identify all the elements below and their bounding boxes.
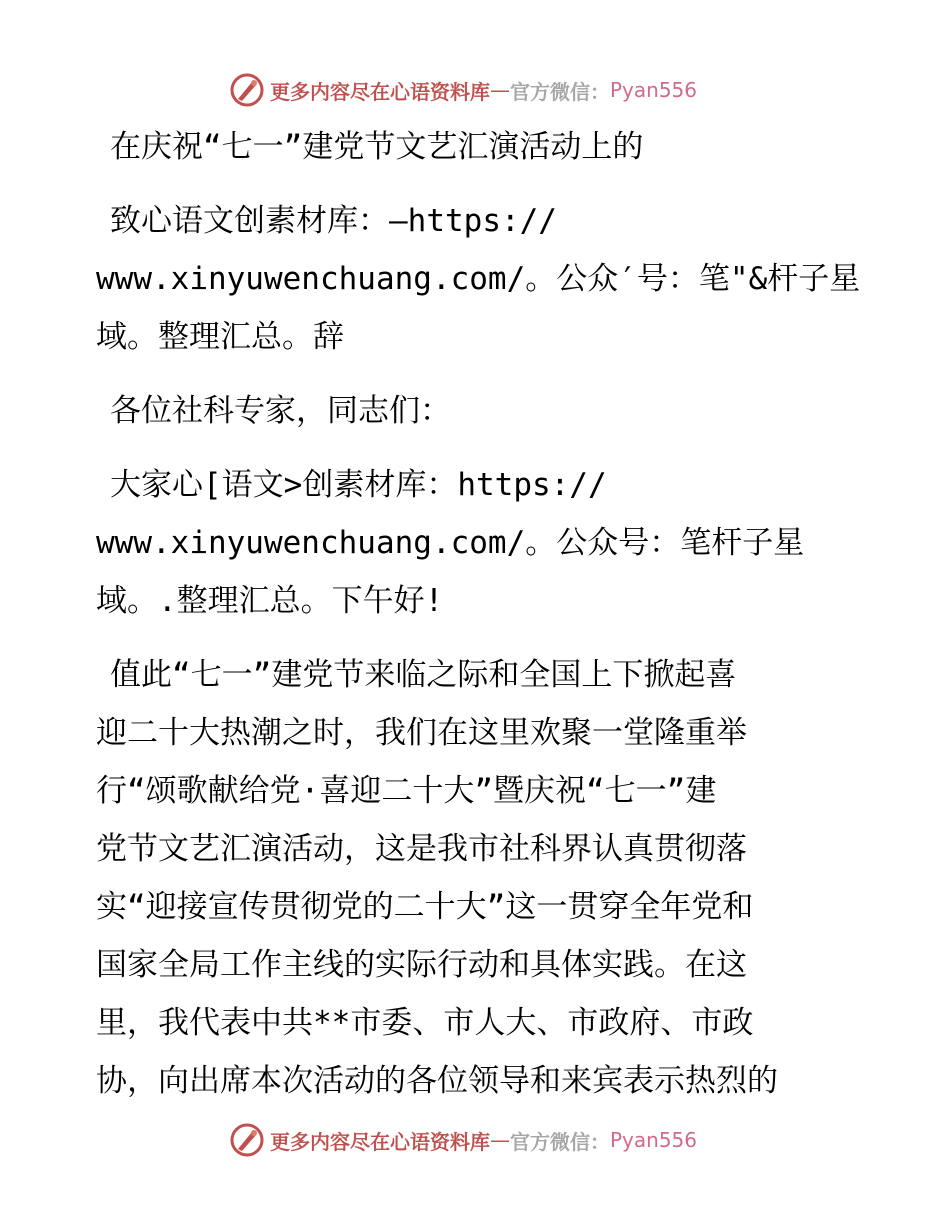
header-banner — [230, 70, 790, 110]
text-line: 国家全局工作主线的实际行动和具体实践。在这 — [96, 947, 747, 983]
document-title-line: 在庆祝“七一”建党节文艺汇演活动上的 — [110, 129, 644, 165]
body-text — [96, 118, 856, 176]
banner-dash: — — [490, 1128, 510, 1152]
text-line: 域。整理汇总。辞 — [96, 319, 344, 355]
banner-wechat-id: Pyan556 — [610, 78, 698, 102]
banner-main-text: 更多内容尽在心语资料库 — [270, 79, 490, 104]
banner-label: 官方微信： — [510, 79, 610, 104]
text-line: 协，向出席本次活动的各位领导和来宾表示热烈的 — [96, 1063, 778, 1099]
paragraph-4 — [96, 646, 856, 1110]
text-line: 致心语文创素材库：—https:// — [110, 203, 557, 239]
text-line: 域。.整理汇总。下午好! — [96, 583, 444, 619]
paragraph-2 — [96, 382, 856, 440]
text-line: 实“迎接宣传贯彻党的二十大”这一贯穿全年党和 — [96, 889, 754, 925]
pen-logo-icon — [230, 73, 264, 107]
text-line: 行“颂歌献给党·喜迎二十大”暨庆祝“七一”建 — [96, 773, 717, 809]
text-line: www.xinyuwenchuang.com/。公众号：笔杆子星 — [96, 525, 805, 561]
text-line: 迎二十大热潮之时，我们在这里欢聚一堂隆重举 — [96, 715, 747, 751]
paragraph-1 — [96, 192, 861, 366]
banner-dash: — — [490, 78, 510, 102]
banner-label: 官方微信： — [510, 1129, 610, 1154]
pen-logo-icon — [230, 1123, 264, 1157]
text-line: 各位社科专家，同志们： — [110, 393, 451, 429]
paragraph-3 — [96, 456, 856, 630]
text-line: www.xinyuwenchuang.com/。公众′号：笔"&杆子星 — [96, 261, 861, 297]
text-line: 党节文艺汇演活动，这是我市社科界认真贯彻落 — [96, 831, 747, 867]
footer-banner — [230, 1120, 790, 1160]
banner-wechat-id: Pyan556 — [610, 1128, 698, 1152]
banner-main-text: 更多内容尽在心语资料库 — [270, 1129, 490, 1154]
text-line: 里，我代表中共**市委、市人大、市政府、市政 — [96, 1005, 754, 1041]
text-line: 值此“七一”建党节来临之际和全国上下掀起喜 — [110, 657, 737, 693]
text-line: 大家心[语文>创素材库：https:// — [110, 467, 607, 503]
